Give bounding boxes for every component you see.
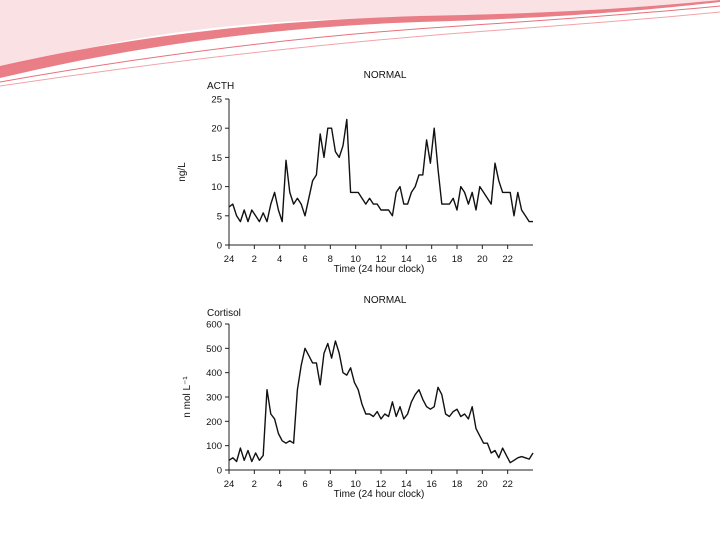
y-tick-label: 0: [216, 465, 222, 477]
y-tick-label: 15: [211, 152, 222, 164]
x-tick-label: 22: [502, 254, 513, 265]
x-tick-label: 12: [375, 254, 387, 265]
x-tick-label: 18: [451, 254, 463, 265]
x-tick-label: 4: [277, 254, 283, 265]
x-tick-label: 12: [375, 479, 387, 490]
x-tick-label: 10: [350, 479, 361, 490]
x-tick-label: 16: [426, 254, 437, 265]
x-axis-label: Time (24 hour clock): [333, 489, 425, 500]
y-tick-label: 400: [206, 368, 222, 380]
chart-title: NORMAL: [363, 295, 407, 306]
y-tick-label: 600: [206, 319, 222, 331]
x-tick-label: 6: [302, 254, 308, 265]
x-tick-label: 20: [477, 254, 488, 265]
x-tick-label: 6: [302, 479, 308, 490]
x-tick-label: 24: [223, 254, 235, 265]
x-tick-label: 22: [502, 479, 513, 490]
y-tick-label: 10: [211, 182, 222, 194]
x-tick-label: 2: [251, 479, 257, 490]
x-tick-label: 20: [477, 479, 488, 490]
y-tick-label: 100: [206, 441, 222, 453]
x-tick-label: 4: [277, 479, 283, 490]
chart-title: NORMAL: [363, 70, 407, 81]
x-tick-label: 24: [223, 479, 235, 490]
x-tick-label: 8: [327, 479, 333, 490]
chart-corner-label: ACTH: [207, 81, 235, 92]
y-tick-label: 500: [206, 343, 222, 355]
y-axis-label: ng/L: [177, 162, 188, 182]
chart-corner-label: Cortisol: [207, 308, 241, 319]
x-tick-label: 2: [251, 254, 257, 265]
x-tick-label: 14: [401, 254, 412, 265]
x-tick-label: 16: [426, 479, 437, 490]
y-tick-label: 5: [216, 211, 222, 223]
x-tick-label: 10: [350, 254, 361, 265]
y-tick-label: 20: [211, 123, 222, 135]
x-axis-label: Time (24 hour clock): [333, 264, 425, 275]
x-tick-label: 14: [401, 479, 412, 490]
y-tick-label: 200: [206, 416, 222, 428]
y-axis-label: n mol L⁻¹: [182, 376, 193, 418]
x-tick-label: 18: [451, 479, 463, 490]
y-tick-label: 0: [216, 240, 222, 252]
figure-panel: [174, 66, 550, 502]
x-tick-label: 8: [327, 254, 333, 265]
y-tick-label: 25: [211, 94, 222, 106]
y-tick-label: 300: [206, 392, 222, 404]
